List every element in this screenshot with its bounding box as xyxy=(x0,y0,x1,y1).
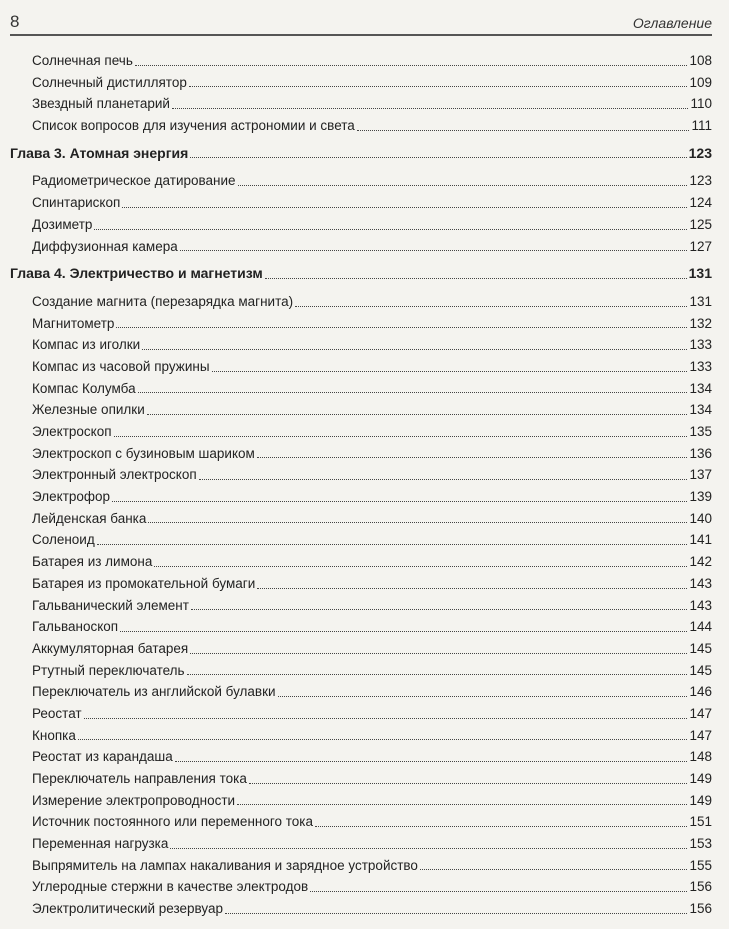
toc-entry-page: 124 xyxy=(689,195,712,211)
toc-entry-title: Железные опилки xyxy=(32,402,145,418)
toc-entry-page: 140 xyxy=(689,510,712,526)
dot-leader xyxy=(278,695,688,697)
toc-entry-title: Электроскоп xyxy=(32,424,112,439)
dot-leader xyxy=(84,717,688,719)
toc-entry-page: 135 xyxy=(689,424,712,439)
dot-leader xyxy=(190,652,687,654)
toc-entry-page: 134 xyxy=(689,402,712,418)
dot-leader xyxy=(135,64,688,66)
toc-entry-title: Гальванический элемент xyxy=(32,597,189,613)
toc-entry xyxy=(10,378,712,400)
toc-entry xyxy=(10,72,712,94)
toc-entry-page: 145 xyxy=(689,662,712,678)
dot-leader xyxy=(212,370,688,372)
toc-entry-page: 132 xyxy=(689,315,712,331)
toc-entry-title: Электронный электроскоп xyxy=(32,467,197,483)
toc-entry-title: Глава 4. Электричество и магнетизм xyxy=(10,265,263,282)
dot-leader xyxy=(257,456,688,458)
toc-entry xyxy=(10,93,712,115)
dot-leader xyxy=(238,184,688,186)
toc-entry-title: Источник постоянного или переменного тока xyxy=(32,814,313,830)
toc-entry-page: 109 xyxy=(689,74,712,90)
toc-entry-title: Компас Колумба xyxy=(32,380,136,396)
toc-entry-title: Батарея из лимона xyxy=(32,554,153,570)
toc-entry xyxy=(10,50,712,72)
toc-entry xyxy=(10,421,712,443)
toc-entry-page: 155 xyxy=(689,857,712,873)
dot-leader xyxy=(190,156,686,158)
toc-entry-page: 149 xyxy=(689,771,712,786)
toc-entry-page: 156 xyxy=(689,901,712,917)
toc-entry-page: 153 xyxy=(689,836,712,852)
toc-entry-page: 146 xyxy=(689,684,712,700)
toc-entry-title: Электрофор xyxy=(32,489,111,505)
toc-entry xyxy=(10,236,712,258)
dot-leader xyxy=(249,782,688,784)
toc-entry xyxy=(10,768,712,790)
toc-entry xyxy=(10,214,712,236)
toc-entry xyxy=(10,399,712,421)
toc-entry xyxy=(10,464,712,486)
toc-entry xyxy=(10,703,712,725)
toc-entry-title: Соленоид xyxy=(32,532,95,548)
toc-entry xyxy=(10,595,712,617)
dot-leader xyxy=(265,277,687,279)
section-title: Оглавление xyxy=(632,15,712,31)
toc-entry-page: 147 xyxy=(689,727,712,743)
toc-entry xyxy=(10,746,712,768)
toc-entry xyxy=(10,725,712,747)
dot-leader xyxy=(142,348,687,350)
toc-entry xyxy=(10,313,712,335)
dot-leader xyxy=(97,543,688,545)
toc-chapter-entry xyxy=(10,143,712,165)
toc-entry-title: Аккумуляторная батарея xyxy=(32,640,189,656)
dot-leader xyxy=(180,249,688,251)
toc-entry xyxy=(10,876,712,898)
toc-entry xyxy=(10,291,712,313)
toc-entry-page: 136 xyxy=(689,445,712,461)
toc-entry xyxy=(10,192,712,214)
toc-entry-page: 142 xyxy=(689,554,712,570)
toc-entry-title: Гальваноскоп xyxy=(32,619,119,635)
toc-entry-page: 108 xyxy=(689,53,712,68)
dot-leader xyxy=(315,825,687,827)
toc-entry xyxy=(10,486,712,508)
toc-entry-title: Электроскоп с бузиновым шариком xyxy=(32,445,255,461)
toc-entry-title: Батарея из промокательной бумаги xyxy=(32,575,256,591)
dot-leader xyxy=(187,673,688,675)
toc-entry-page: 127 xyxy=(689,238,712,254)
toc-entry-page: 143 xyxy=(689,597,712,613)
toc-entry-title: Переменная нагрузка xyxy=(32,836,169,852)
dot-leader xyxy=(310,890,687,892)
toc-entry-page: 141 xyxy=(689,532,712,548)
dot-leader xyxy=(199,478,688,480)
toc-entry-title: Глава 3. Атомная энергия xyxy=(10,144,189,161)
toc-entry-title: Реостат из карандаша xyxy=(32,749,173,765)
toc-entry-page: 123 xyxy=(689,173,712,189)
toc-entry xyxy=(10,811,712,833)
dot-leader xyxy=(116,326,687,328)
toc-entry-page: 143 xyxy=(689,575,712,591)
dot-leader xyxy=(112,500,687,502)
dot-leader xyxy=(114,435,688,437)
toc-entry-page: 134 xyxy=(689,380,712,396)
toc-entry xyxy=(10,638,712,660)
page-number: 8 xyxy=(10,12,20,31)
toc-entry-page: 139 xyxy=(689,489,712,505)
toc-entry-title: Магнитометр xyxy=(32,315,115,331)
toc-entry-title: Переключатель из английской булавки xyxy=(32,684,276,700)
toc-entry xyxy=(10,551,712,573)
toc-entry xyxy=(10,681,712,703)
dot-leader xyxy=(189,85,688,87)
toc-entry-page: 137 xyxy=(689,467,712,483)
toc-entry-title: Лейденская банка xyxy=(32,510,147,526)
dot-leader xyxy=(120,630,687,632)
toc-entry-title: Солнечная печь xyxy=(32,53,133,68)
toc-entry-title: Выпрямитель на лампах накаливания и зарядное устройство xyxy=(32,857,418,873)
dot-leader xyxy=(357,129,690,131)
toc-entry xyxy=(10,115,712,137)
toc-entry-title: Солнечный дистиллятор xyxy=(32,74,187,90)
dot-leader xyxy=(170,847,687,849)
toc-entry-page: 133 xyxy=(689,337,712,353)
dot-leader xyxy=(191,608,688,610)
dot-leader xyxy=(420,868,688,870)
toc-entry xyxy=(10,508,712,530)
toc-chapter-entry xyxy=(10,263,712,285)
toc-entry-title: Электролитический резервуар xyxy=(32,901,224,917)
toc-entry-page: 148 xyxy=(689,749,712,765)
dot-leader xyxy=(175,760,688,762)
toc-entry xyxy=(10,443,712,465)
toc-entry-title: Спинтарископ xyxy=(32,195,121,211)
toc-entry-page: 144 xyxy=(689,619,712,635)
toc-entry xyxy=(10,660,712,682)
toc-entry-title: Звездный планетарий xyxy=(32,96,170,112)
toc-entry-title: Ртутный переключатель xyxy=(32,662,185,678)
toc-entry xyxy=(10,356,712,378)
toc-entry-title: Кнопка xyxy=(32,727,76,743)
dot-leader xyxy=(295,305,687,307)
toc-entry-page: 156 xyxy=(689,879,712,895)
toc-entry xyxy=(10,170,712,192)
dot-leader xyxy=(78,738,688,740)
dot-leader xyxy=(237,803,687,805)
toc-entry xyxy=(10,833,712,855)
toc-entry-page: 111 xyxy=(691,118,712,134)
page-header xyxy=(10,12,712,36)
dot-leader xyxy=(138,391,688,393)
toc-entry xyxy=(10,529,712,551)
toc-entry-title: Переключатель направления тока xyxy=(32,771,247,786)
toc-entry xyxy=(10,790,712,812)
toc-entry-title: Радиометрическое датирование xyxy=(32,173,236,189)
toc-entry-title: Углеродные стержни в качестве электродов xyxy=(32,879,309,895)
toc-entry-page: 131 xyxy=(688,265,712,282)
dot-leader xyxy=(257,587,687,589)
dot-leader xyxy=(147,413,688,415)
dot-leader xyxy=(225,912,687,914)
toc-entry-page: 125 xyxy=(689,216,712,232)
table-of-contents xyxy=(10,50,712,920)
toc-entry-page: 151 xyxy=(689,814,712,830)
toc-entry-title: Список вопросов для изучения астрономии и света xyxy=(32,118,355,134)
toc-entry-title: Компас из часовой пружины xyxy=(32,358,210,374)
toc-entry-title: Компас из иголки xyxy=(32,337,141,353)
toc-entry-page: 110 xyxy=(690,96,712,112)
toc-entry xyxy=(10,616,712,638)
toc-entry-title: Дозиметр xyxy=(32,216,93,232)
toc-entry-page: 131 xyxy=(689,293,712,309)
dot-leader xyxy=(122,206,687,208)
toc-entry-title: Измерение электропроводности xyxy=(32,792,236,808)
toc-entry-page: 145 xyxy=(689,640,712,656)
dot-leader xyxy=(94,228,687,230)
toc-entry-page: 149 xyxy=(689,792,712,808)
toc-entry-title: Диффузионная камера xyxy=(32,238,178,254)
toc-entry xyxy=(10,855,712,877)
dot-leader xyxy=(154,565,687,567)
toc-entry xyxy=(10,334,712,356)
toc-entry-title: Создание магнита (перезарядка магнита) xyxy=(32,293,294,309)
toc-entry xyxy=(10,573,712,595)
dot-leader xyxy=(172,107,689,109)
toc-entry-page: 147 xyxy=(689,705,712,721)
toc-entry xyxy=(10,898,712,920)
toc-entry-title: Реостат xyxy=(32,705,82,721)
dot-leader xyxy=(148,521,687,523)
toc-entry-page: 123 xyxy=(688,144,712,161)
toc-entry-page: 133 xyxy=(689,358,712,374)
